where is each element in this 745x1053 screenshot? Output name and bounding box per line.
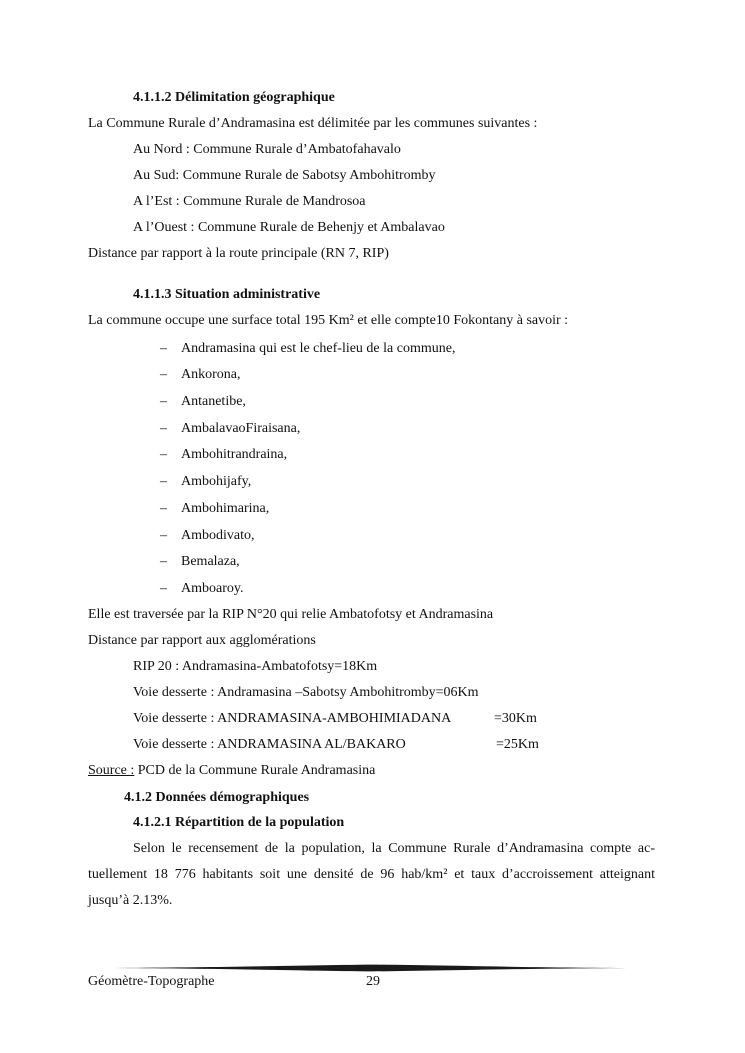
limit-east: A l’Est : Commune Rurale de Mandrosoa bbox=[133, 194, 366, 209]
limit-north: Au Nord : Commune Rurale d’Ambatofahavalo bbox=[133, 142, 401, 157]
list-item: Andramasina qui est le chef-lieu de la commune, bbox=[181, 341, 456, 356]
list-item: Ambodivato, bbox=[181, 528, 255, 543]
rip-description: Elle est traversée par la RIP N°20 qui relie Ambatofotsy et Andramasina bbox=[88, 607, 494, 622]
list-item: Amboaroy. bbox=[181, 581, 244, 596]
paragraph-delimitation-intro: La Commune Rurale d’Andramasina est délimitée par les communes suivantes : bbox=[88, 116, 538, 131]
population-paragraph-line-2: tuellement 18 776 habitants soit une densité de 96 hab/km² et taux d’accroissement atteignant bbox=[88, 867, 655, 882]
footer-rule-swash bbox=[102, 965, 642, 972]
limit-west: A l’Ouest : Commune Rurale de Behenjy et Ambalavao bbox=[133, 220, 445, 235]
list-item: Antanetibe, bbox=[181, 394, 246, 409]
list-bullet: – bbox=[160, 394, 167, 409]
section-heading-4112: 4.1.1.2 Délimitation géographique bbox=[133, 90, 335, 105]
page-number: 29 bbox=[366, 974, 380, 989]
road-distance-bakaro: Voie desserte : ANDRAMASINA AL/BAKARO bbox=[133, 737, 406, 752]
distance-main-road: Distance par rapport à la route principale (RN 7, RIP) bbox=[88, 246, 389, 261]
source-label: Source : bbox=[88, 763, 135, 778]
list-bullet: – bbox=[160, 447, 167, 462]
section-heading-412: 4.1.2 Données démographiques bbox=[124, 790, 310, 805]
list-item: Ambohijafy, bbox=[181, 474, 252, 489]
population-paragraph-line-1: Selon le recensement de la population, la Commune Rurale d’Andramasina compte ac- bbox=[133, 841, 655, 856]
list-bullet: – bbox=[160, 341, 167, 356]
section-heading-4121: 4.1.2.1 Répartition de la population bbox=[133, 815, 345, 830]
list-bullet: – bbox=[160, 581, 167, 596]
population-paragraph-line-3: jusqu’à 2.13%. bbox=[88, 893, 173, 908]
source-note bbox=[88, 762, 375, 780]
list-item: Ankorona, bbox=[181, 367, 241, 382]
list-bullet: – bbox=[160, 474, 167, 489]
list-item: Bemalaza, bbox=[181, 554, 240, 569]
road-distance-rip20: RIP 20 : Andramasina-Ambatofotsy=18Km bbox=[133, 659, 378, 674]
road-distance-ambohimiadana-value: =30Km bbox=[494, 711, 537, 726]
list-bullet: – bbox=[160, 421, 167, 436]
list-item: Ambohitrandraina, bbox=[181, 447, 288, 462]
list-bullet: – bbox=[160, 501, 167, 516]
paragraph-admin-intro: La commune occupe une surface total 195 Km² et elle compte10 Fokontany à savoir : bbox=[88, 313, 569, 328]
list-bullet: – bbox=[160, 367, 167, 382]
list-bullet: – bbox=[160, 528, 167, 543]
road-distance-bakaro-value: =25Km bbox=[496, 737, 539, 752]
road-distance-sabotsy: Voie desserte : Andramasina –Sabotsy Ambohitromby=06Km bbox=[133, 685, 479, 700]
road-distance-ambohimiadana: Voie desserte : ANDRAMASINA-AMBOHIMIADANA bbox=[133, 711, 452, 726]
list-item: Ambohimarina, bbox=[181, 501, 270, 516]
limit-south: Au Sud: Commune Rurale de Sabotsy Ambohitromby bbox=[133, 168, 436, 183]
section-heading-4113: 4.1.1.3 Situation administrative bbox=[133, 287, 321, 302]
list-item: AmbalavaoFiraisana, bbox=[181, 421, 301, 436]
list-bullet: – bbox=[160, 554, 167, 569]
distance-agglomerations: Distance par rapport aux agglomérations bbox=[88, 633, 316, 648]
footer-label: Géomètre-Topographe bbox=[88, 974, 215, 989]
source-text: PCD de la Commune Rurale Andramasina bbox=[134, 763, 376, 778]
